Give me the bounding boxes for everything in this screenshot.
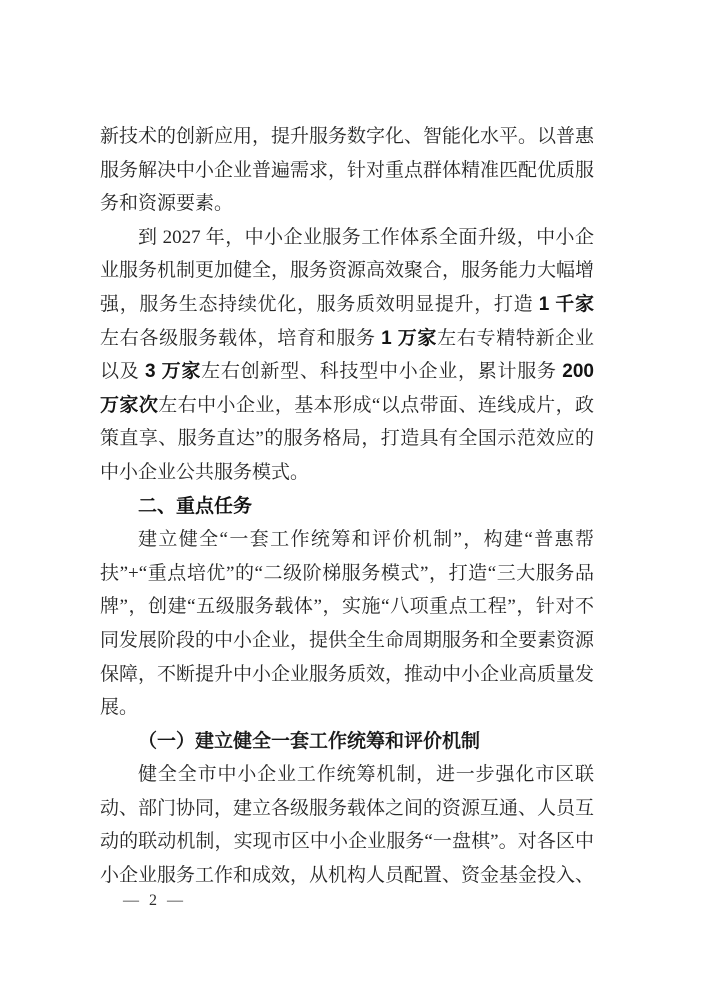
document-body — [100, 120, 594, 893]
body-text: 建立健全“一套工作统筹和评价机制”，构建“普惠帮扶”+“重点培优”的“二级阶梯服务模式”，打造“三大服务品牌”，创建“五级服务载体”，实施“八项重点工程”，针对不同发展阶段的中小企业，提供全生命周期服务和全要素资源保障，不断提升中小企业服务质效，推动中小企业高质量发展。 — [100, 529, 595, 719]
bold-figure-2m-services: 200 万家次 — [100, 361, 594, 416]
paragraph-key-tasks-overview — [100, 523, 594, 725]
bold-figure-1000-carriers: 1 千家 — [538, 293, 594, 315]
section-heading-key-tasks: 二、重点任务 — [138, 495, 253, 517]
body-text: 左右创新型、科技型中小企业，累计服务 — [201, 361, 563, 383]
body-text: 左右专精特新企业以及 — [100, 327, 594, 383]
body-text: 新技术的创新应用，提升服务数字化、智能化水平。以普惠服务解决中小企业普遍需求，针对重点群体精准匹配优质服务和资源要素。 — [100, 126, 595, 215]
body-text: 左右中小企业，基本形成“以点带面、连线成片，政策直享、服务直达”的服务格局，打造具有全国示范效应的中小企业公共服务模式。 — [100, 394, 594, 483]
bold-figure-30000-enterprises: 3 万家 — [145, 361, 202, 383]
body-text: 左右各级服务载体，培育和服务 — [100, 327, 382, 349]
paragraph-continuation — [100, 120, 594, 221]
paragraph-2027-goals — [100, 221, 594, 490]
paragraph-coordination-mechanism — [100, 758, 594, 892]
page-number: — 2 — — [123, 892, 186, 909]
bold-figure-10000-enterprises: 1 万家 — [381, 327, 438, 349]
sub-heading-coordination-mechanism: （一）建立健全一套工作统筹和评价机制 — [138, 730, 481, 752]
body-text: 到 2027 年，中小企业服务工作体系全面升级，中小企业服务机制更加健全，服务资源高效聚合，服务能力大幅增强，服务生态持续优化，服务质效明显提升，打造 — [100, 226, 595, 315]
body-text: 健全全市中小企业工作统筹机制，进一步强化市区联动、部门协同，建立各级服务载体之间的资源互通、人员互动的联动机制，实现市区中小企业服务“一盘棋”。对各区中小企业服务工作和成效，从机构人员配置、资金基金投入、 — [100, 764, 595, 887]
